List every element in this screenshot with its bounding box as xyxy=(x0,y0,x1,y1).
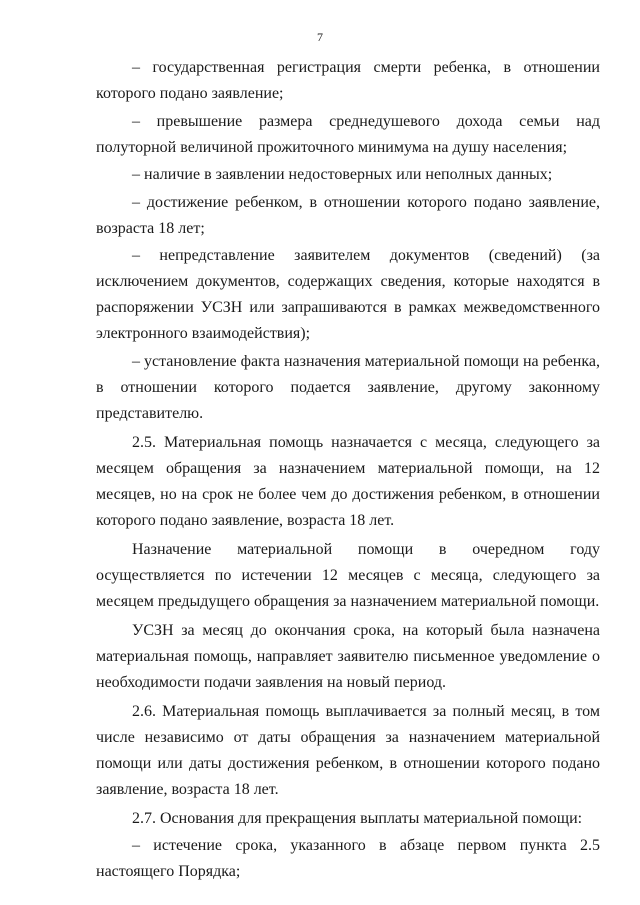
paragraph: – установление факта назначения материальной помощи на ребенка, в отношении которого подается заявление, другому законному представителю. xyxy=(96,352,600,422)
paragraph: – государственная регистрация смерти ребенка, в отношении которого подано заявление; xyxy=(96,59,600,102)
paragraph: – истечение срока, указанного в абзаце первом пункта 2.5 настоящего Порядка; xyxy=(96,837,600,880)
paragraph: 2.7. Основания для прекращения выплаты материальной помощи: xyxy=(132,809,583,827)
paragraph: – достижение ребенком, в отношении которого подано заявление, возраста 18 лет; xyxy=(96,193,600,237)
paragraph: – непредставление заявителем документов (сведений) (за исключением документов, содержащих сведения, которые находятся в распоряжении УСЗН или запрашиваются в рамках межведомственного электронного взаимодействия); xyxy=(96,247,600,342)
paragraph: 2.6. Материальная помощь выплачивается за полный месяц, в том числе независимо от даты обращения за назначением материальной помощи или даты достижения ребенком, в отношении которого подано заявление, возраста 18 лет. xyxy=(96,702,600,798)
page-number: 7 xyxy=(317,30,323,44)
paragraph: – наличие в заявлении недостоверных или неполных данных; xyxy=(132,166,553,183)
paragraph: 2.5. Материальная помощь назначается с месяца, следующего за месяцем обращения за назначением материальной помощи, на 12 месяцев, но на срок не более чем до достижения ребенком, в отношении которого подано заявление, возраста 18 лет. xyxy=(96,433,600,529)
document-body xyxy=(96,55,600,887)
paragraph: Назначение материальной помощи в очередном году осуществляется по истечении 12 месяцев с месяца, следующего за месяцем предыдущего обращения за назначением материальной помощи. xyxy=(96,540,600,610)
paragraph: УСЗН за месяц до окончания срока, на который была назначена материальная помощь, направляет заявителю письменное уведомление о необходимости подачи заявления на новый период. xyxy=(96,621,600,691)
paragraph: – превышение размера среднедушевого дохода семьи над полуторной величиной прожиточного минимума на душу населения; xyxy=(96,112,600,156)
